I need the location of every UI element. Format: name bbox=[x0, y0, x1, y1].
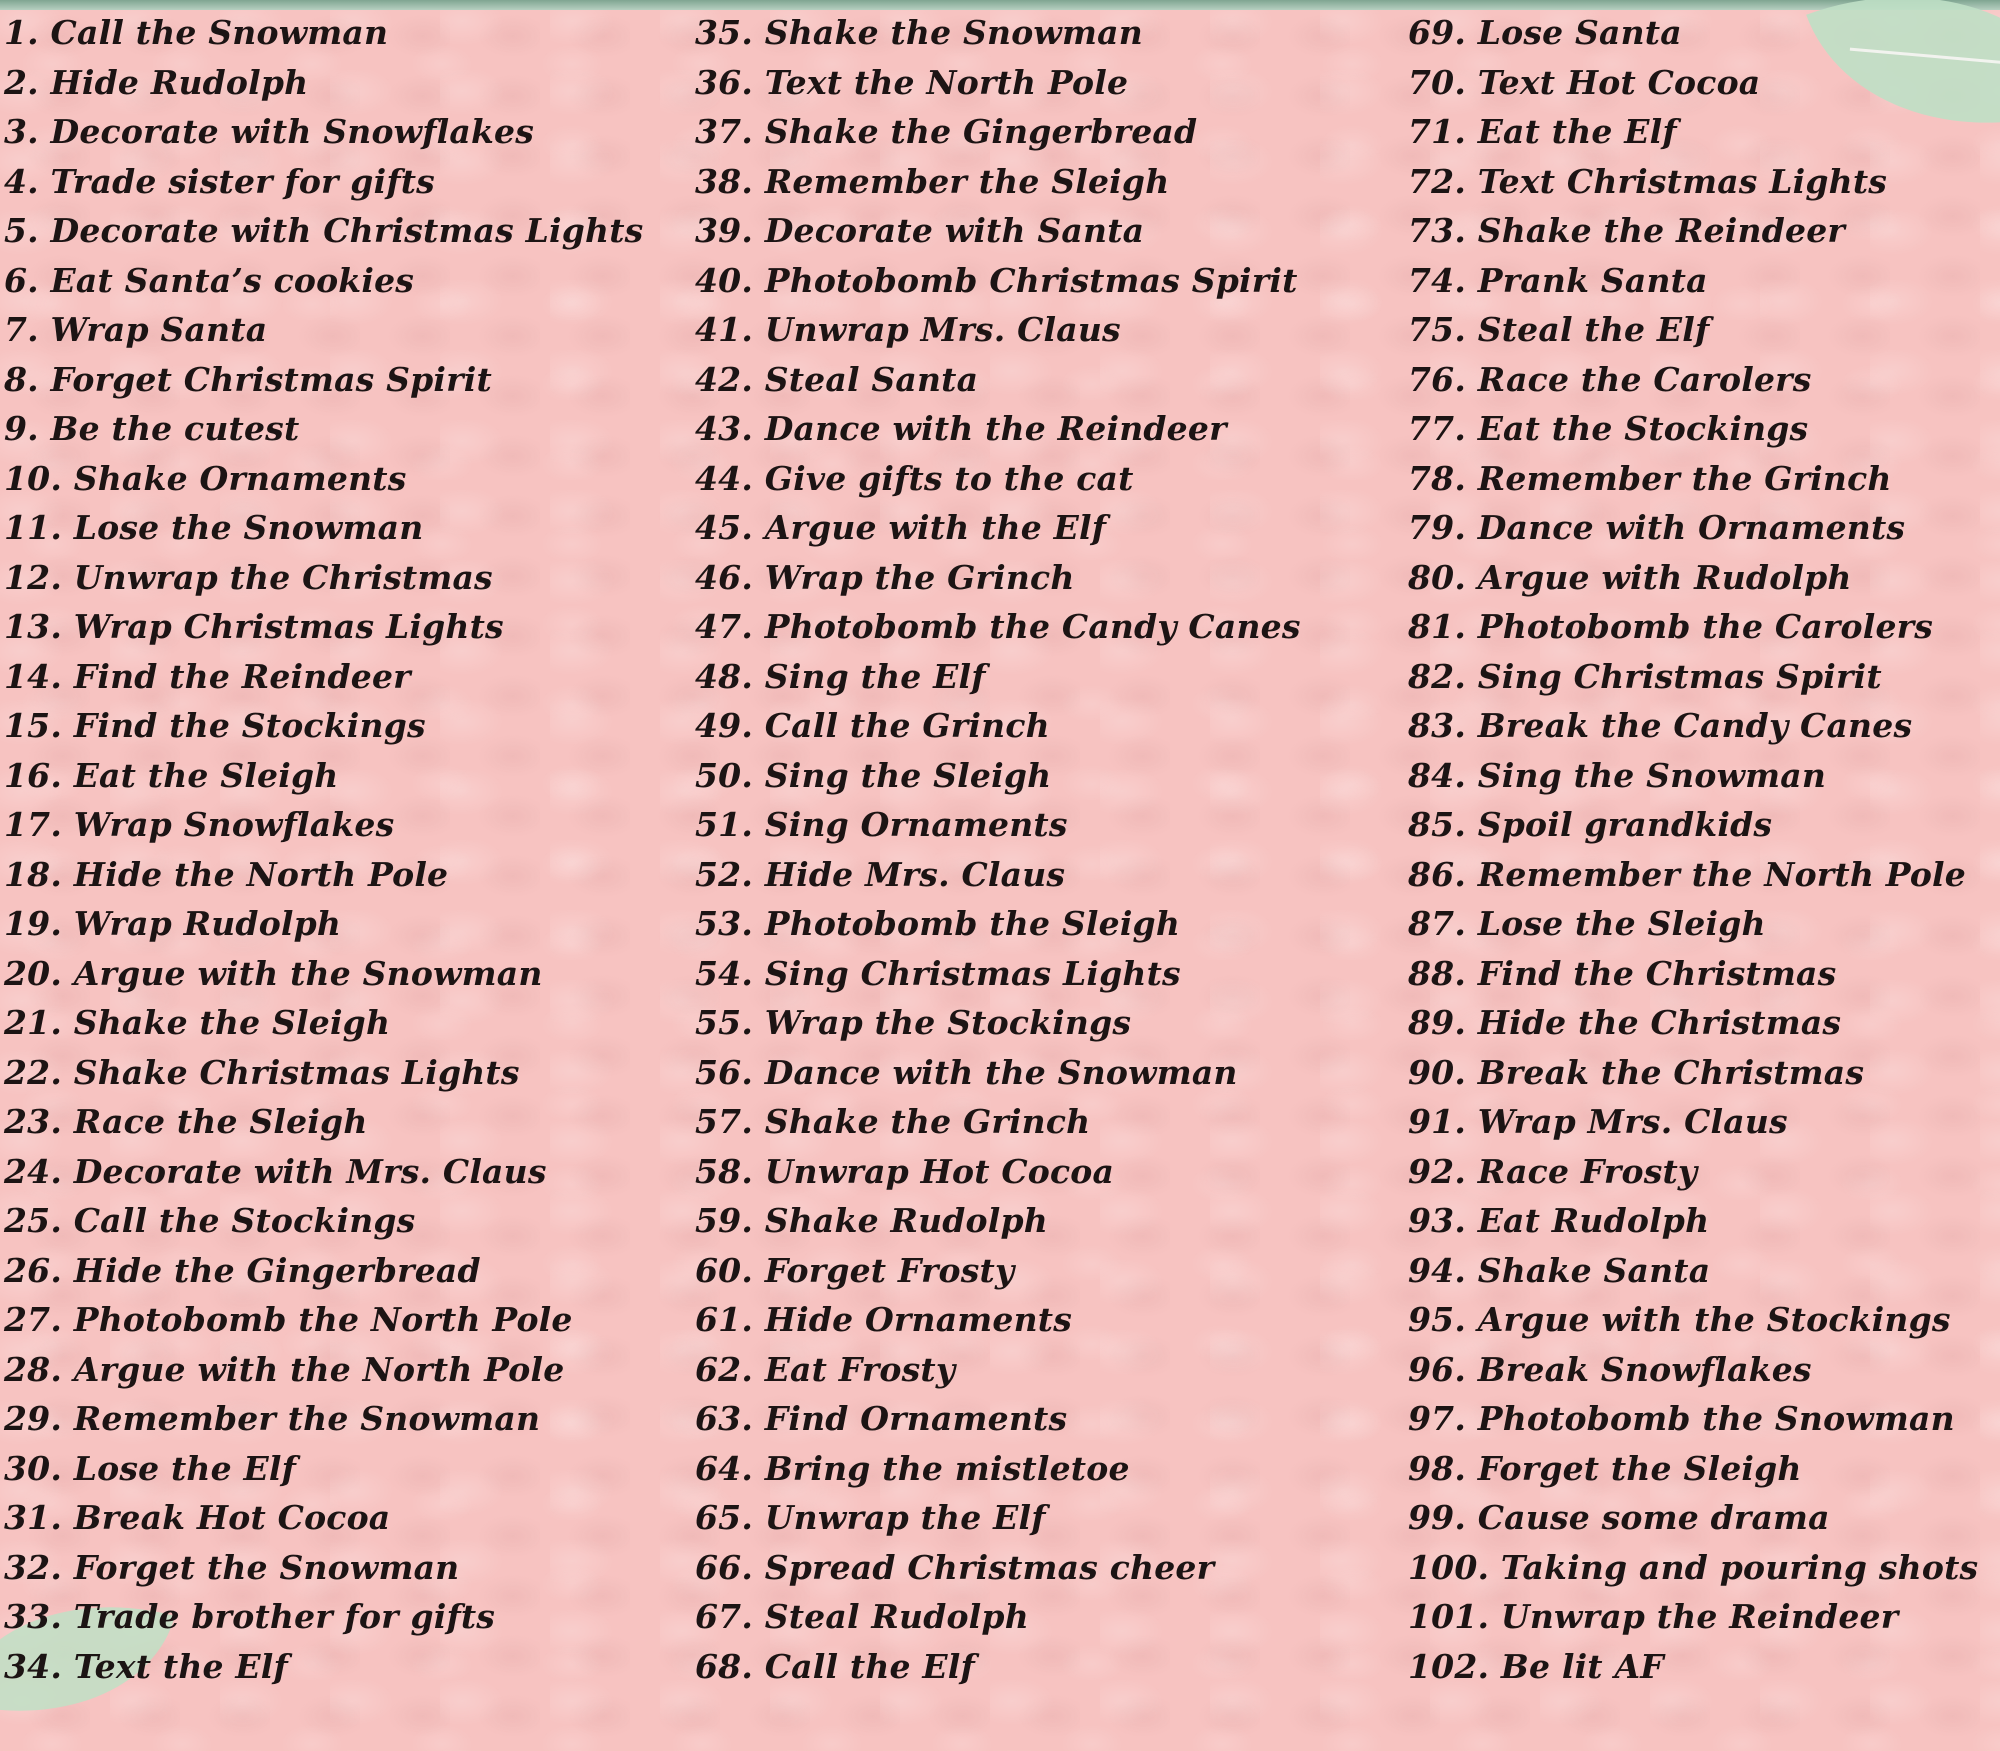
list-item: 87. Lose the Sleigh bbox=[1408, 904, 1766, 943]
list-item: 71. Eat the Elf bbox=[1408, 112, 1677, 151]
list-item: 14. Find the Reindeer bbox=[4, 656, 411, 696]
list-item: 97. Photobomb the Snowman bbox=[1408, 1399, 1955, 1438]
list-item: 3. Decorate with Snowflakes bbox=[4, 112, 535, 151]
list-item: 16. Eat the Sleigh bbox=[4, 755, 339, 795]
list-item: 76. Race the Carolers bbox=[1408, 359, 1812, 399]
list-item: 42. Steal Santa bbox=[695, 359, 979, 399]
list-column-2 bbox=[695, 8, 1301, 1691]
list-item: 35. Shake the Snowman bbox=[695, 13, 1143, 52]
list-item: 33. Trade brother for gifts bbox=[4, 1597, 496, 1636]
list-item: 98. Forget the Sleigh bbox=[1408, 1448, 1802, 1488]
list-item: 17. Wrap Snowflakes bbox=[4, 805, 395, 844]
list-item: 13. Wrap Christmas Lights bbox=[4, 607, 504, 646]
list-item: 67. Steal Rudolph bbox=[695, 1597, 1029, 1636]
list-item: 45. Argue with the Elf bbox=[695, 508, 1107, 547]
list-item: 92. Race Frosty bbox=[1408, 1151, 1698, 1191]
list-item: 47. Photobomb the Candy Canes bbox=[695, 607, 1301, 646]
list-item: 54. Sing Christmas Lights bbox=[695, 953, 1181, 993]
list-item: 102. Be lit AF bbox=[1408, 1646, 1664, 1686]
list-item: 38. Remember the Sleigh bbox=[695, 161, 1170, 201]
list-item: 58. Unwrap Hot Cocoa bbox=[695, 1151, 1115, 1191]
list-item: 32. Forget the Snowman bbox=[4, 1547, 460, 1587]
list-item: 100. Taking and pouring shots bbox=[1408, 1547, 1979, 1587]
list-item: 69. Lose Santa bbox=[1408, 13, 1682, 52]
list-item: 15. Find the Stockings bbox=[4, 706, 426, 745]
list-item: 74. Prank Santa bbox=[1408, 260, 1708, 300]
list-item: 90. Break the Christmas bbox=[1408, 1052, 1865, 1092]
list-item: 62. Eat Frosty bbox=[695, 1349, 956, 1389]
list-item: 73. Shake the Reindeer bbox=[1408, 211, 1845, 250]
list-item: 43. Dance with the Reindeer bbox=[695, 409, 1227, 448]
list-item: 1. Call the Snowman bbox=[4, 13, 389, 52]
list-item: 68. Call the Elf bbox=[695, 1646, 975, 1686]
list-item: 34. Text the Elf bbox=[4, 1646, 288, 1686]
list-item: 36. Text the North Pole bbox=[695, 62, 1129, 102]
list-item: 11. Lose the Snowman bbox=[4, 508, 424, 547]
list-item: 7. Wrap Santa bbox=[4, 310, 268, 349]
list-item: 65. Unwrap the Elf bbox=[695, 1498, 1046, 1537]
list-item: 57. Shake the Grinch bbox=[695, 1102, 1091, 1141]
list-item: 20. Argue with the Snowman bbox=[4, 953, 543, 993]
list-item: 6. Eat Santa’s cookies bbox=[4, 260, 415, 300]
list-item: 4. Trade sister for gifts bbox=[4, 161, 435, 201]
list-item: 46. Wrap the Grinch bbox=[695, 557, 1075, 597]
list-item: 101. Unwrap the Reindeer bbox=[1408, 1597, 1899, 1636]
list-item: 88. Find the Christmas bbox=[1408, 953, 1837, 993]
list-item: 83. Break the Candy Canes bbox=[1408, 706, 1913, 745]
list-item: 27. Photobomb the North Pole bbox=[4, 1300, 573, 1339]
list-item: 39. Decorate with Santa bbox=[695, 211, 1145, 250]
list-item: 70. Text Hot Cocoa bbox=[1408, 62, 1761, 102]
list-item: 64. Bring the mistletoe bbox=[695, 1448, 1130, 1488]
list-item: 94. Shake Santa bbox=[1408, 1250, 1711, 1290]
list-item: 49. Call the Grinch bbox=[695, 706, 1050, 745]
list-item: 91. Wrap Mrs. Claus bbox=[1408, 1102, 1788, 1141]
list-item: 28. Argue with the North Pole bbox=[4, 1349, 565, 1389]
list-item: 2. Hide Rudolph bbox=[4, 62, 309, 102]
list-item: 85. Spoil grandkids bbox=[1408, 805, 1773, 844]
list-item: 86. Remember the North Pole bbox=[1408, 854, 1966, 894]
list-item: 56. Dance with the Snowman bbox=[695, 1052, 1238, 1092]
list-item: 99. Cause some drama bbox=[1408, 1498, 1830, 1537]
list-item: 24. Decorate with Mrs. Claus bbox=[4, 1151, 547, 1191]
list-item: 9. Be the cutest bbox=[4, 409, 300, 448]
list-item: 82. Sing Christmas Spirit bbox=[1408, 656, 1882, 696]
list-item: 21. Shake the Sleigh bbox=[4, 1003, 391, 1042]
list-item: 41. Unwrap Mrs. Claus bbox=[695, 310, 1121, 349]
list-item: 44. Give gifts to the cat bbox=[695, 458, 1134, 498]
list-item: 37. Shake the Gingerbread bbox=[695, 112, 1198, 151]
list-item: 51. Sing Ornaments bbox=[695, 805, 1068, 844]
list-item: 95. Argue with the Stockings bbox=[1408, 1300, 1951, 1339]
list-item: 78. Remember the Grinch bbox=[1408, 458, 1892, 498]
list-item: 10. Shake Ornaments bbox=[4, 458, 407, 498]
list-item: 89. Hide the Christmas bbox=[1408, 1003, 1842, 1042]
list-item: 31. Break Hot Cocoa bbox=[4, 1498, 391, 1537]
list-item: 29. Remember the Snowman bbox=[4, 1399, 541, 1438]
list-item: 12. Unwrap the Christmas bbox=[4, 557, 493, 597]
list-item: 96. Break Snowflakes bbox=[1408, 1349, 1812, 1389]
list-item: 84. Sing the Snowman bbox=[1408, 755, 1827, 795]
list-item: 75. Steal the Elf bbox=[1408, 310, 1710, 349]
list-item: 59. Shake Rudolph bbox=[695, 1201, 1048, 1240]
list-item: 30. Lose the Elf bbox=[4, 1448, 296, 1488]
list-item: 93. Eat Rudolph bbox=[1408, 1201, 1710, 1240]
list-item: 8. Forget Christmas Spirit bbox=[4, 359, 492, 399]
list-item: 81. Photobomb the Carolers bbox=[1408, 607, 1933, 646]
list-item: 80. Argue with Rudolph bbox=[1408, 557, 1852, 597]
list-item: 60. Forget Frosty bbox=[695, 1250, 1015, 1290]
list-item: 79. Dance with Ornaments bbox=[1408, 508, 1906, 547]
list-item: 19. Wrap Rudolph bbox=[4, 904, 342, 943]
list-item: 23. Race the Sleigh bbox=[4, 1102, 368, 1141]
list-item: 52. Hide Mrs. Claus bbox=[695, 854, 1066, 894]
list-item: 72. Text Christmas Lights bbox=[1408, 161, 1888, 201]
list-column-3 bbox=[1408, 8, 1978, 1691]
list-item: 25. Call the Stockings bbox=[4, 1201, 416, 1240]
list-item: 26. Hide the Gingerbread bbox=[4, 1250, 481, 1290]
list-item: 55. Wrap the Stockings bbox=[695, 1003, 1132, 1042]
list-item: 18. Hide the North Pole bbox=[4, 854, 449, 894]
list-item: 50. Sing the Sleigh bbox=[695, 755, 1052, 795]
list-item: 48. Sing the Elf bbox=[695, 656, 986, 696]
list-item: 63. Find Ornaments bbox=[695, 1399, 1068, 1438]
list-item: 53. Photobomb the Sleigh bbox=[695, 904, 1181, 943]
list-item: 22. Shake Christmas Lights bbox=[4, 1052, 520, 1092]
list-item: 77. Eat the Stockings bbox=[1408, 409, 1809, 448]
list-item: 40. Photobomb Christmas Spirit bbox=[695, 260, 1298, 300]
list-column-1 bbox=[4, 8, 643, 1691]
list-item: 61. Hide Ornaments bbox=[695, 1300, 1073, 1339]
list-item: 5. Decorate with Christmas Lights bbox=[4, 211, 644, 250]
list-item: 66. Spread Christmas cheer bbox=[695, 1547, 1215, 1587]
